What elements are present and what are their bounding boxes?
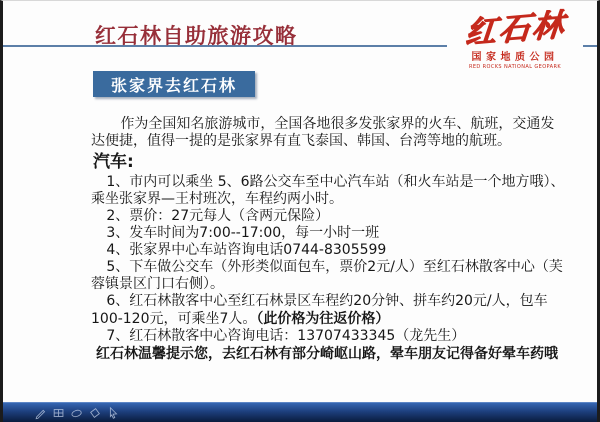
- logo-subtitle-en: RED ROCKS NATIONAL GEOPARK: [468, 63, 562, 70]
- list-item: [91, 174, 567, 208]
- cursor-icon[interactable]: [105, 405, 120, 420]
- tip-line: 红石林温馨提示您，去红石林有部分崎岖山路，晕车朋友记得备好晕车药哦: [96, 345, 558, 362]
- item-text: 4、张家界中心车站咨询电话0744-8305599: [106, 242, 387, 259]
- item-text: 6、红石林散客中心至红石林景区车程约20分钟、拼车约20元/人，包车100-120元，可乘坐7人。: [91, 293, 548, 327]
- grid-icon[interactable]: [51, 405, 66, 420]
- ellipse-icon[interactable]: [69, 405, 84, 420]
- item-text: 1、市内可以乘坐 5、6路公交车至中心汽车站（和火车站是一个地方哦）、乘坐张家界—王村班次，车程约两小时。: [91, 173, 565, 207]
- list-item: [91, 328, 567, 345]
- list-item: [91, 259, 567, 293]
- presentation-toolbar: [3, 402, 597, 422]
- list-item: [91, 242, 567, 259]
- item-text: 5、下车做公交车（外形类似面包车，票价2元/人）至红石林散客中心（芙蓉镇景区门口右侧）。: [91, 259, 563, 293]
- slide-body: [91, 116, 567, 363]
- item-text: 2、票价：27元每人（含两元保险）: [106, 208, 330, 225]
- geopark-logo: [447, 6, 583, 71]
- logo-calligraphy-text: 红石林: [463, 6, 567, 52]
- diamond-icon[interactable]: [87, 405, 102, 420]
- item-text: 7、红石林散客中心咨询电话：13707433345（龙先生）: [106, 327, 466, 344]
- section-heading-label: 张家界去红石林: [110, 75, 237, 95]
- slide-title: 红石林自助旅游攻略: [95, 24, 298, 48]
- item-bold-text: （此价格为往返价格）: [256, 310, 390, 327]
- item-text: 3、发车时间为7:00--17:00，每一小时一班: [106, 225, 380, 242]
- intro-paragraph: 作为全国知名旅游城市，全国各地很多发张家界的火车、航班，交通发达便捷，值得一提的是张家界有直飞泰国、韩国、台湾等地的航班。: [91, 116, 555, 150]
- list-item: [91, 225, 567, 242]
- pen-icon[interactable]: [33, 405, 48, 420]
- section-heading-box: [93, 71, 255, 97]
- list-item: [91, 293, 567, 327]
- subheading-bus: 汽车:: [93, 152, 134, 173]
- logo-subtitle-cn: 国家地质公园: [471, 51, 559, 63]
- list-item: [91, 208, 567, 225]
